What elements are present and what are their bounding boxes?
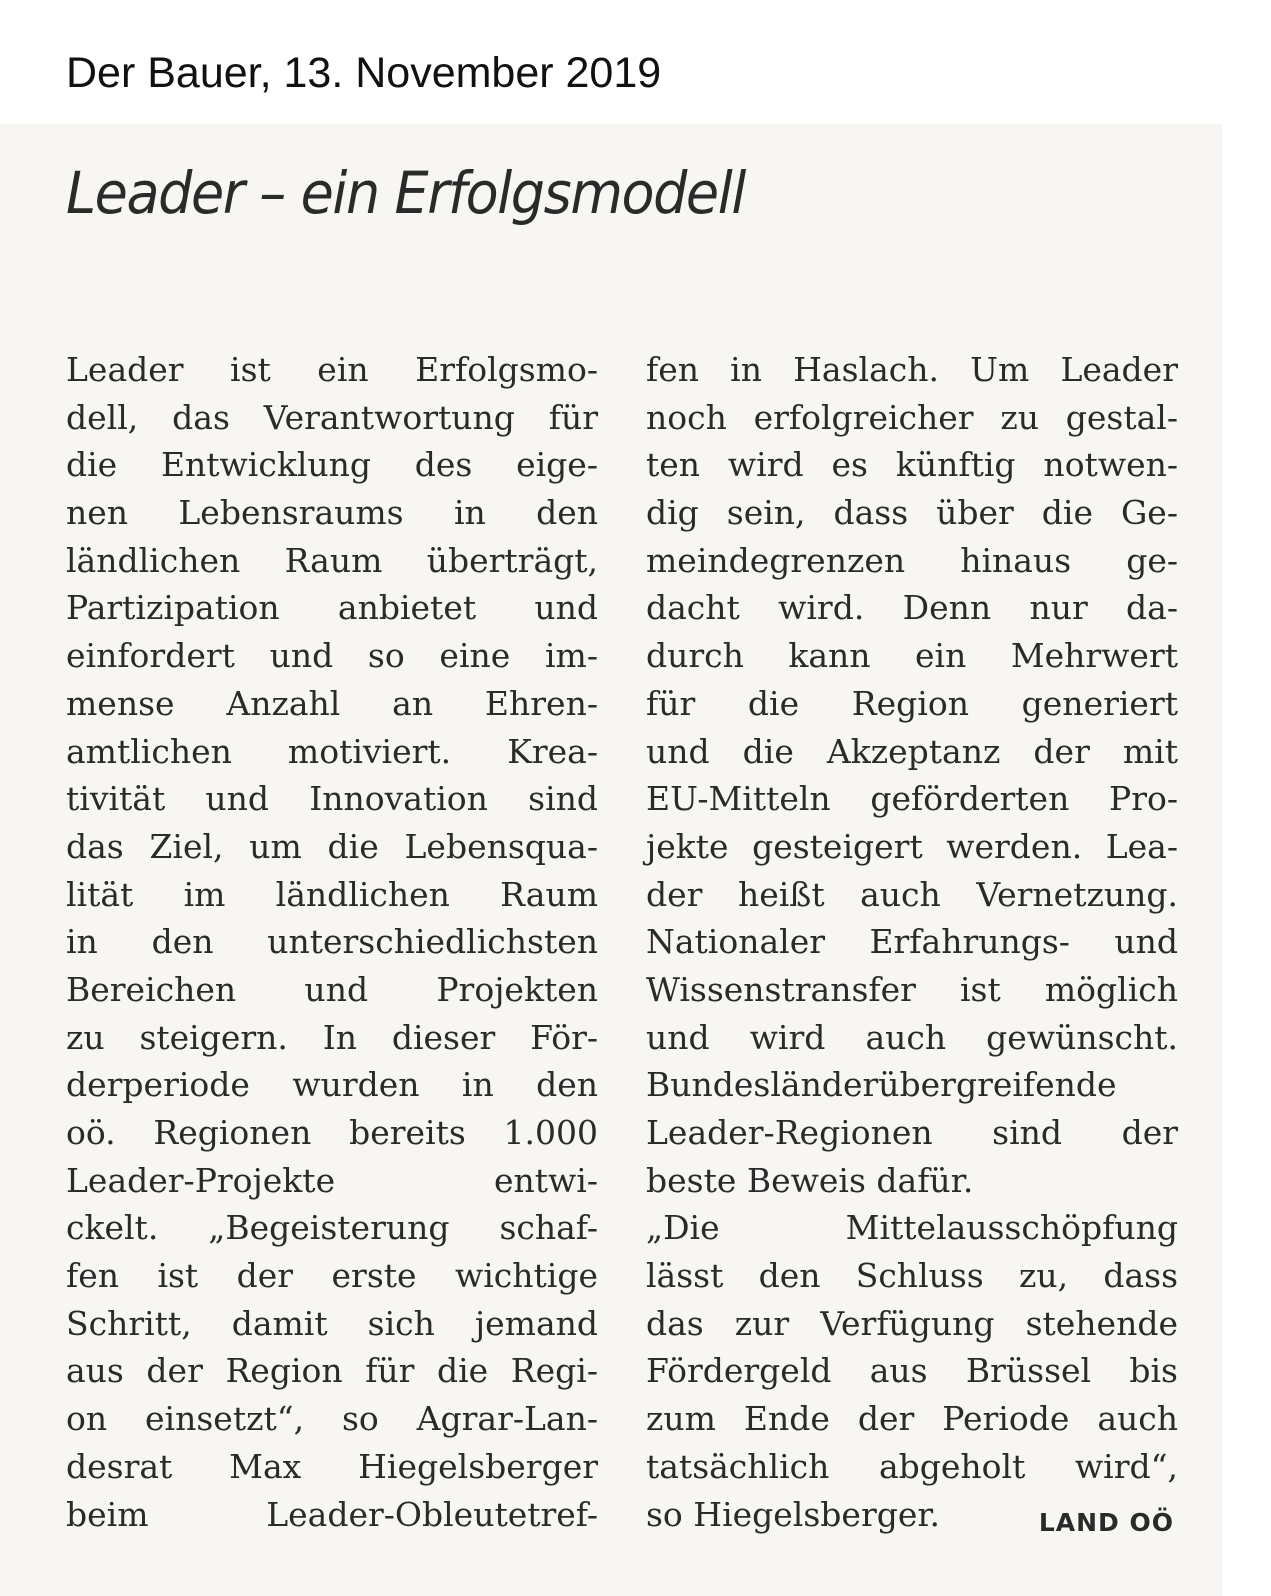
text-line: „Die Mittelausschöpfung: [646, 1208, 1178, 1248]
text-line: dell, das Verantwortung für: [66, 397, 598, 437]
text-line: die Entwicklung des eige-: [66, 445, 598, 485]
text-line: Bereichen und Projekten: [66, 969, 598, 1009]
text-line: lässt den Schluss zu, dass: [646, 1256, 1178, 1296]
text-line: aus der Region für die Regi-: [66, 1351, 598, 1391]
text-line: mense Anzahl an Ehren-: [66, 683, 598, 723]
text-line: fen in Haslach. Um Leader: [646, 350, 1178, 389]
text-line: nen Lebensraums in den: [66, 493, 598, 533]
text-line: Fördergeld aus Brüssel bis: [646, 1351, 1178, 1391]
text-line: oö. Regionen bereits 1.000: [66, 1113, 598, 1152]
article-column-left: [66, 346, 598, 1538]
text-line: durch kann ein Mehrwert: [646, 636, 1178, 676]
text-line: das zur Verfügung stehende: [646, 1303, 1178, 1343]
text-line: das Ziel, um die Lebensqua-: [66, 826, 598, 866]
text-line: jekte gesteigert werden. Lea-: [646, 826, 1178, 866]
text-line: Leader-Projekte entwi-: [66, 1160, 598, 1200]
article-headline: Leader – ein Erfolgsmodell: [66, 159, 745, 227]
text-line: EU-Mitteln geförderten Pro-: [646, 779, 1178, 819]
text-line: on einsetzt“, so Agrar-Lan-: [66, 1399, 598, 1439]
text-line: Schritt, damit sich jemand: [66, 1303, 598, 1343]
text-line: einfordert und so eine im-: [66, 636, 598, 676]
text-line: fen ist der erste wichtige: [66, 1256, 598, 1296]
text-line: beim Leader-Obleutetref-: [66, 1494, 598, 1534]
text-line: ckelt. „Begeisterung schaf-: [66, 1208, 598, 1248]
text-line: tatsächlich abgeholt wird“,: [646, 1446, 1178, 1486]
text-line: derperiode wurden in den: [66, 1065, 598, 1105]
text-line: ländlichen Raum überträgt,: [66, 540, 598, 580]
text-line: beste Beweis dafür.: [646, 1160, 974, 1200]
article-column-right: [646, 346, 1178, 1538]
text-line: amtlichen motiviert. Krea-: [66, 731, 598, 771]
text-line: zum Ende der Periode auch: [646, 1399, 1178, 1439]
text-line: Leader ist ein Erfolgsmo-: [66, 350, 598, 389]
text-line: für die Region generiert: [646, 683, 1178, 723]
text-line: [646, 1491, 1178, 1539]
text-line: ten wird es künftig notwen-: [646, 445, 1178, 485]
text-line: dacht wird. Denn nur da-: [646, 588, 1178, 628]
text-line: lität im ländlichen Raum: [66, 874, 598, 914]
text-line: und wird auch gewünscht.: [646, 1017, 1178, 1057]
text-line: zu steigern. In dieser För-: [66, 1017, 598, 1057]
text-line: desrat Max Hiegelsberger: [66, 1446, 598, 1486]
text-line: Wissenstransfer ist möglich: [646, 969, 1178, 1009]
text-line: noch erfolgreicher zu gestal-: [646, 397, 1178, 437]
article-credit: LAND OÖ: [1038, 1507, 1174, 1537]
closing-text: so Hiegelsberger.: [646, 1494, 941, 1534]
source-line: Der Bauer, 13. November 2019: [66, 49, 662, 97]
text-line: dig sein, dass über die Ge-: [646, 493, 1178, 533]
text-line: Nationaler Erfahrungs- und: [646, 922, 1178, 962]
text-line: und die Akzeptanz der mit: [646, 731, 1178, 771]
text-line: meindegrenzen hinaus ge-: [646, 540, 1178, 580]
text-line: Bundesländerübergreifende: [646, 1065, 1117, 1105]
text-line: der heißt auch Vernetzung.: [646, 874, 1178, 914]
text-line: Leader-Regionen sind der: [646, 1113, 1178, 1152]
text-line: tivität und Innovation sind: [66, 779, 598, 819]
text-line: Partizipation anbietet und: [66, 588, 598, 628]
text-line: in den unterschiedlichsten: [66, 922, 598, 962]
